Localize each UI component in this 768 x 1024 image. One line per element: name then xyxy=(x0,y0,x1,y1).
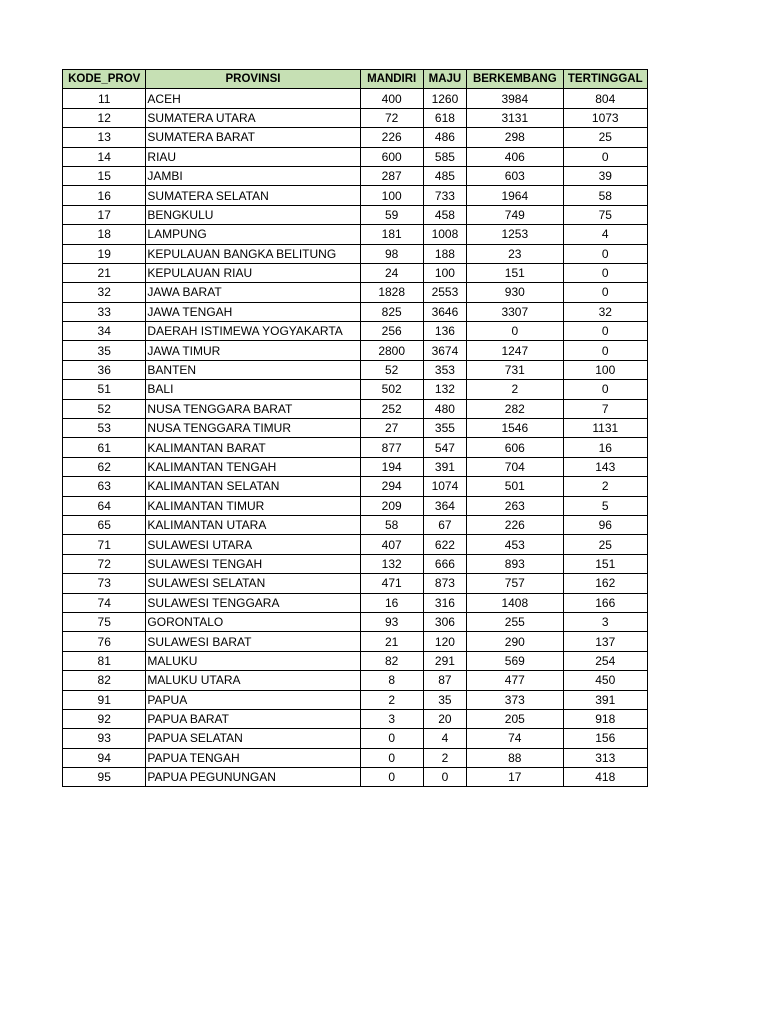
province-village-status-table xyxy=(62,69,648,787)
table-row xyxy=(63,651,648,670)
cell-maju: 873 xyxy=(423,574,466,593)
cell-provinsi: MALUKU UTARA xyxy=(146,671,360,690)
cell-mandiri: 256 xyxy=(360,322,423,341)
cell-maju: 666 xyxy=(423,554,466,573)
table-row xyxy=(63,263,648,282)
table-row xyxy=(63,457,648,476)
header-maju: MAJU xyxy=(423,70,466,89)
cell-mandiri: 21 xyxy=(360,632,423,651)
cell-mandiri: 502 xyxy=(360,380,423,399)
cell-kode-prov: 91 xyxy=(63,690,146,709)
cell-provinsi: SULAWESI SELATAN xyxy=(146,574,360,593)
cell-kode-prov: 93 xyxy=(63,729,146,748)
table-row xyxy=(63,612,648,631)
cell-maju: 480 xyxy=(423,399,466,418)
cell-berkembang: 373 xyxy=(467,690,563,709)
cell-mandiri: 27 xyxy=(360,419,423,438)
cell-tertinggal: 0 xyxy=(563,244,647,263)
cell-tertinggal: 313 xyxy=(563,748,647,767)
cell-kode-prov: 13 xyxy=(63,128,146,147)
table-row xyxy=(63,166,648,185)
cell-provinsi: KALIMANTAN UTARA xyxy=(146,515,360,534)
cell-berkembang: 3984 xyxy=(467,89,563,108)
cell-berkembang: 757 xyxy=(467,574,563,593)
cell-kode-prov: 76 xyxy=(63,632,146,651)
cell-mandiri: 471 xyxy=(360,574,423,593)
cell-berkembang: 2 xyxy=(467,380,563,399)
cell-provinsi: PAPUA xyxy=(146,690,360,709)
cell-mandiri: 3 xyxy=(360,709,423,728)
cell-kode-prov: 81 xyxy=(63,651,146,670)
cell-tertinggal: 1131 xyxy=(563,419,647,438)
cell-maju: 618 xyxy=(423,108,466,127)
cell-maju: 35 xyxy=(423,690,466,709)
table-row xyxy=(63,341,648,360)
cell-maju: 622 xyxy=(423,535,466,554)
cell-mandiri: 98 xyxy=(360,244,423,263)
cell-provinsi: JAMBI xyxy=(146,166,360,185)
cell-provinsi: NUSA TENGGARA TIMUR xyxy=(146,419,360,438)
cell-mandiri: 72 xyxy=(360,108,423,127)
cell-kode-prov: 65 xyxy=(63,515,146,534)
cell-berkembang: 282 xyxy=(467,399,563,418)
table-row xyxy=(63,399,648,418)
cell-mandiri: 0 xyxy=(360,729,423,748)
cell-berkembang: 1408 xyxy=(467,593,563,612)
cell-maju: 547 xyxy=(423,438,466,457)
cell-berkembang: 17 xyxy=(467,768,563,787)
cell-maju: 353 xyxy=(423,360,466,379)
cell-berkembang: 255 xyxy=(467,612,563,631)
cell-provinsi: KEPULAUAN BANGKA BELITUNG xyxy=(146,244,360,263)
table-row xyxy=(63,632,648,651)
cell-mandiri: 52 xyxy=(360,360,423,379)
cell-maju: 3646 xyxy=(423,302,466,321)
cell-kode-prov: 12 xyxy=(63,108,146,127)
table-row xyxy=(63,535,648,554)
cell-tertinggal: 804 xyxy=(563,89,647,108)
cell-maju: 486 xyxy=(423,128,466,147)
cell-berkembang: 704 xyxy=(467,457,563,476)
cell-berkembang: 749 xyxy=(467,205,563,224)
cell-berkembang: 205 xyxy=(467,709,563,728)
cell-berkembang: 1247 xyxy=(467,341,563,360)
cell-tertinggal: 418 xyxy=(563,768,647,787)
cell-kode-prov: 52 xyxy=(63,399,146,418)
cell-berkembang: 606 xyxy=(467,438,563,457)
table-row xyxy=(63,244,648,263)
cell-provinsi: KALIMANTAN TIMUR xyxy=(146,496,360,515)
cell-kode-prov: 82 xyxy=(63,671,146,690)
cell-maju: 585 xyxy=(423,147,466,166)
cell-kode-prov: 73 xyxy=(63,574,146,593)
cell-kode-prov: 63 xyxy=(63,477,146,496)
cell-maju: 0 xyxy=(423,768,466,787)
table-row xyxy=(63,108,648,127)
cell-berkembang: 501 xyxy=(467,477,563,496)
cell-provinsi: SULAWESI TENGGARA xyxy=(146,593,360,612)
cell-berkembang: 263 xyxy=(467,496,563,515)
cell-mandiri: 2800 xyxy=(360,341,423,360)
header-mandiri: MANDIRI xyxy=(360,70,423,89)
cell-berkembang: 731 xyxy=(467,360,563,379)
cell-kode-prov: 61 xyxy=(63,438,146,457)
table-row xyxy=(63,322,648,341)
cell-maju: 132 xyxy=(423,380,466,399)
cell-mandiri: 8 xyxy=(360,671,423,690)
cell-provinsi: SULAWESI BARAT xyxy=(146,632,360,651)
cell-mandiri: 82 xyxy=(360,651,423,670)
cell-provinsi: BENGKULU xyxy=(146,205,360,224)
cell-maju: 485 xyxy=(423,166,466,185)
table-row xyxy=(63,438,648,457)
table-row xyxy=(63,147,648,166)
cell-mandiri: 58 xyxy=(360,515,423,534)
cell-kode-prov: 51 xyxy=(63,380,146,399)
table-row xyxy=(63,574,648,593)
cell-mandiri: 181 xyxy=(360,225,423,244)
cell-provinsi: KALIMANTAN BARAT xyxy=(146,438,360,457)
cell-kode-prov: 75 xyxy=(63,612,146,631)
cell-mandiri: 93 xyxy=(360,612,423,631)
table-body xyxy=(63,89,648,787)
table-row xyxy=(63,360,648,379)
cell-provinsi: KALIMANTAN SELATAN xyxy=(146,477,360,496)
cell-tertinggal: 1073 xyxy=(563,108,647,127)
cell-maju: 4 xyxy=(423,729,466,748)
header-berkembang: BERKEMBANG xyxy=(467,70,563,89)
cell-maju: 306 xyxy=(423,612,466,631)
cell-mandiri: 132 xyxy=(360,554,423,573)
cell-maju: 87 xyxy=(423,671,466,690)
cell-provinsi: JAWA TIMUR xyxy=(146,341,360,360)
cell-kode-prov: 33 xyxy=(63,302,146,321)
cell-tertinggal: 96 xyxy=(563,515,647,534)
cell-maju: 1074 xyxy=(423,477,466,496)
cell-mandiri: 294 xyxy=(360,477,423,496)
cell-tertinggal: 2 xyxy=(563,477,647,496)
cell-mandiri: 226 xyxy=(360,128,423,147)
cell-provinsi: NUSA TENGGARA BARAT xyxy=(146,399,360,418)
header-kode-prov: KODE_PROV xyxy=(63,70,146,89)
cell-provinsi: KALIMANTAN TENGAH xyxy=(146,457,360,476)
cell-kode-prov: 18 xyxy=(63,225,146,244)
cell-kode-prov: 34 xyxy=(63,322,146,341)
cell-tertinggal: 4 xyxy=(563,225,647,244)
cell-mandiri: 194 xyxy=(360,457,423,476)
cell-mandiri: 287 xyxy=(360,166,423,185)
cell-tertinggal: 166 xyxy=(563,593,647,612)
cell-provinsi: KEPULAUAN RIAU xyxy=(146,263,360,282)
cell-provinsi: SULAWESI UTARA xyxy=(146,535,360,554)
table-row xyxy=(63,225,648,244)
cell-tertinggal: 32 xyxy=(563,302,647,321)
cell-berkembang: 290 xyxy=(467,632,563,651)
cell-mandiri: 600 xyxy=(360,147,423,166)
table-row xyxy=(63,690,648,709)
cell-mandiri: 877 xyxy=(360,438,423,457)
cell-kode-prov: 92 xyxy=(63,709,146,728)
cell-tertinggal: 16 xyxy=(563,438,647,457)
cell-kode-prov: 53 xyxy=(63,419,146,438)
cell-provinsi: PAPUA BARAT xyxy=(146,709,360,728)
cell-maju: 2 xyxy=(423,748,466,767)
cell-kode-prov: 19 xyxy=(63,244,146,263)
cell-maju: 67 xyxy=(423,515,466,534)
cell-tertinggal: 156 xyxy=(563,729,647,748)
cell-mandiri: 407 xyxy=(360,535,423,554)
cell-tertinggal: 5 xyxy=(563,496,647,515)
table-row xyxy=(63,515,648,534)
table-row xyxy=(63,496,648,515)
cell-mandiri: 252 xyxy=(360,399,423,418)
cell-tertinggal: 39 xyxy=(563,166,647,185)
cell-maju: 458 xyxy=(423,205,466,224)
cell-provinsi: RIAU xyxy=(146,147,360,166)
table-row xyxy=(63,593,648,612)
table-row xyxy=(63,477,648,496)
cell-berkembang: 0 xyxy=(467,322,563,341)
cell-kode-prov: 16 xyxy=(63,186,146,205)
cell-berkembang: 3131 xyxy=(467,108,563,127)
cell-berkembang: 1253 xyxy=(467,225,563,244)
cell-provinsi: SULAWESI TENGAH xyxy=(146,554,360,573)
cell-berkembang: 74 xyxy=(467,729,563,748)
cell-provinsi: PAPUA TENGAH xyxy=(146,748,360,767)
cell-kode-prov: 32 xyxy=(63,283,146,302)
cell-mandiri: 0 xyxy=(360,768,423,787)
cell-berkembang: 151 xyxy=(467,263,563,282)
table-row xyxy=(63,671,648,690)
cell-kode-prov: 64 xyxy=(63,496,146,515)
cell-maju: 120 xyxy=(423,632,466,651)
cell-kode-prov: 71 xyxy=(63,535,146,554)
cell-provinsi: JAWA BARAT xyxy=(146,283,360,302)
cell-berkembang: 930 xyxy=(467,283,563,302)
cell-berkembang: 3307 xyxy=(467,302,563,321)
cell-provinsi: SUMATERA BARAT xyxy=(146,128,360,147)
table-header xyxy=(63,70,648,89)
cell-berkembang: 603 xyxy=(467,166,563,185)
cell-maju: 316 xyxy=(423,593,466,612)
table-row xyxy=(63,709,648,728)
cell-mandiri: 100 xyxy=(360,186,423,205)
cell-maju: 3674 xyxy=(423,341,466,360)
cell-provinsi: BANTEN xyxy=(146,360,360,379)
table-row xyxy=(63,729,648,748)
table-row xyxy=(63,768,648,787)
cell-tertinggal: 918 xyxy=(563,709,647,728)
cell-kode-prov: 17 xyxy=(63,205,146,224)
table-row xyxy=(63,283,648,302)
cell-berkembang: 893 xyxy=(467,554,563,573)
cell-kode-prov: 21 xyxy=(63,263,146,282)
cell-provinsi: LAMPUNG xyxy=(146,225,360,244)
cell-kode-prov: 11 xyxy=(63,89,146,108)
cell-maju: 20 xyxy=(423,709,466,728)
cell-mandiri: 825 xyxy=(360,302,423,321)
cell-tertinggal: 25 xyxy=(563,535,647,554)
header-tertinggal: TERTINGGAL xyxy=(563,70,647,89)
cell-maju: 2553 xyxy=(423,283,466,302)
cell-tertinggal: 0 xyxy=(563,263,647,282)
cell-tertinggal: 450 xyxy=(563,671,647,690)
cell-tertinggal: 7 xyxy=(563,399,647,418)
cell-berkembang: 23 xyxy=(467,244,563,263)
cell-maju: 291 xyxy=(423,651,466,670)
table-row xyxy=(63,302,648,321)
cell-maju: 100 xyxy=(423,263,466,282)
cell-provinsi: SUMATERA UTARA xyxy=(146,108,360,127)
cell-tertinggal: 162 xyxy=(563,574,647,593)
table-row xyxy=(63,380,648,399)
cell-kode-prov: 36 xyxy=(63,360,146,379)
cell-maju: 391 xyxy=(423,457,466,476)
cell-tertinggal: 0 xyxy=(563,322,647,341)
cell-maju: 733 xyxy=(423,186,466,205)
cell-berkembang: 1546 xyxy=(467,419,563,438)
cell-tertinggal: 0 xyxy=(563,147,647,166)
cell-berkembang: 298 xyxy=(467,128,563,147)
cell-tertinggal: 0 xyxy=(563,283,647,302)
cell-tertinggal: 0 xyxy=(563,380,647,399)
cell-provinsi: SUMATERA SELATAN xyxy=(146,186,360,205)
cell-tertinggal: 58 xyxy=(563,186,647,205)
cell-kode-prov: 15 xyxy=(63,166,146,185)
cell-maju: 188 xyxy=(423,244,466,263)
cell-tertinggal: 3 xyxy=(563,612,647,631)
cell-tertinggal: 25 xyxy=(563,128,647,147)
cell-mandiri: 16 xyxy=(360,593,423,612)
cell-maju: 355 xyxy=(423,419,466,438)
header-provinsi: PROVINSI xyxy=(146,70,360,89)
table-row xyxy=(63,554,648,573)
cell-tertinggal: 0 xyxy=(563,341,647,360)
cell-mandiri: 59 xyxy=(360,205,423,224)
cell-kode-prov: 94 xyxy=(63,748,146,767)
cell-berkembang: 88 xyxy=(467,748,563,767)
cell-mandiri: 209 xyxy=(360,496,423,515)
cell-tertinggal: 75 xyxy=(563,205,647,224)
cell-provinsi: BALI xyxy=(146,380,360,399)
cell-berkembang: 406 xyxy=(467,147,563,166)
table-row xyxy=(63,748,648,767)
cell-kode-prov: 72 xyxy=(63,554,146,573)
cell-kode-prov: 74 xyxy=(63,593,146,612)
cell-kode-prov: 95 xyxy=(63,768,146,787)
cell-mandiri: 2 xyxy=(360,690,423,709)
cell-maju: 364 xyxy=(423,496,466,515)
cell-berkembang: 226 xyxy=(467,515,563,534)
cell-provinsi: JAWA TENGAH xyxy=(146,302,360,321)
cell-tertinggal: 391 xyxy=(563,690,647,709)
table-row xyxy=(63,205,648,224)
cell-berkembang: 477 xyxy=(467,671,563,690)
cell-tertinggal: 143 xyxy=(563,457,647,476)
cell-tertinggal: 254 xyxy=(563,651,647,670)
cell-berkembang: 1964 xyxy=(467,186,563,205)
cell-tertinggal: 151 xyxy=(563,554,647,573)
cell-mandiri: 400 xyxy=(360,89,423,108)
table-row xyxy=(63,419,648,438)
cell-berkembang: 453 xyxy=(467,535,563,554)
cell-provinsi: PAPUA SELATAN xyxy=(146,729,360,748)
cell-maju: 1008 xyxy=(423,225,466,244)
cell-mandiri: 0 xyxy=(360,748,423,767)
table-row xyxy=(63,89,648,108)
cell-provinsi: DAERAH ISTIMEWA YOGYAKARTA xyxy=(146,322,360,341)
cell-provinsi: PAPUA PEGUNUNGAN xyxy=(146,768,360,787)
cell-tertinggal: 137 xyxy=(563,632,647,651)
cell-mandiri: 24 xyxy=(360,263,423,282)
cell-kode-prov: 35 xyxy=(63,341,146,360)
cell-kode-prov: 14 xyxy=(63,147,146,166)
cell-maju: 136 xyxy=(423,322,466,341)
cell-mandiri: 1828 xyxy=(360,283,423,302)
cell-provinsi: GORONTALO xyxy=(146,612,360,631)
table-row xyxy=(63,128,648,147)
cell-provinsi: ACEH xyxy=(146,89,360,108)
cell-kode-prov: 62 xyxy=(63,457,146,476)
table-row xyxy=(63,186,648,205)
header-row xyxy=(63,70,648,89)
cell-maju: 1260 xyxy=(423,89,466,108)
cell-tertinggal: 100 xyxy=(563,360,647,379)
cell-berkembang: 569 xyxy=(467,651,563,670)
cell-provinsi: MALUKU xyxy=(146,651,360,670)
